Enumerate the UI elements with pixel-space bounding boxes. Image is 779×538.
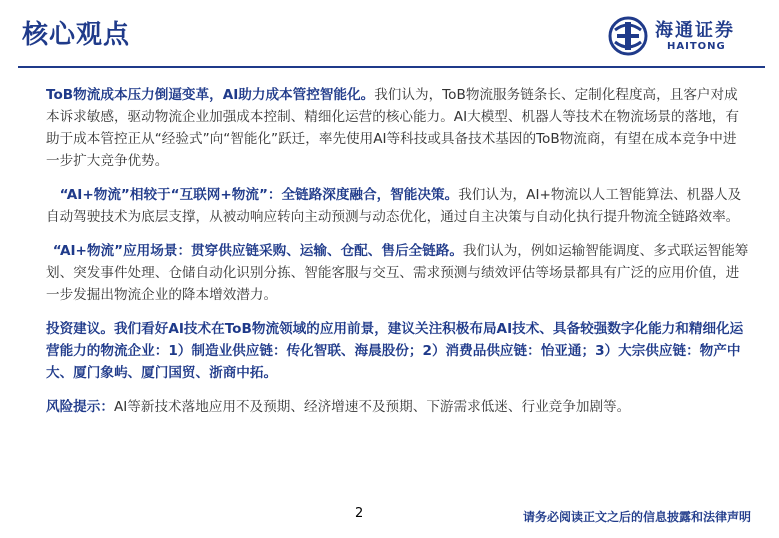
paragraph-investment-advice	[46, 318, 750, 384]
legal-disclaimer: 请务必阅读正文之后的信息披露和法律声明	[522, 510, 751, 524]
logo-english-name: HAITONG	[667, 41, 726, 52]
paragraph-text: 我们认为，AI+物流以人工智能算法、机器人及自动驾驶技术为底层支撑，从被动响应转向主动预测与动态优化，通过自主决策与自动化执行提升物流全链路效率。	[46, 187, 742, 225]
header-divider	[18, 66, 765, 68]
paragraph-heading: 投资建议。我们看好AI技术在ToB物流领域的应用前景，建议关注积极布局AI技术、具备较强数字化能力和精细化运营能力的物流企业：1）制造业供应链：传化智联、海晨股份；2）消费品供应链：怡亚通；3）大宗供应链：物产中大、厦门象屿、厦门国贸、浙商中拓。	[46, 321, 744, 381]
paragraph-heading: 风险提示：	[46, 399, 114, 415]
paragraph-application-scenarios	[46, 240, 750, 306]
page-number: 2	[355, 506, 364, 521]
core-views-body	[46, 84, 750, 430]
paragraph-ai-vs-internet	[46, 184, 750, 228]
paragraph-cost-pressure	[46, 84, 750, 172]
page-title: 核心观点	[22, 20, 131, 50]
paragraph-heading: “AI+物流”相较于“互联网+物流”：全链路深度融合，智能决策。	[59, 187, 459, 203]
paragraph-text: 我们认为，例如运输智能调度、多式联运智能筹划、突发事件处理、仓储自动化识别分拣、智能客服与交互、需求预测与绩效评估等场景都具有广泛的应用价值，进一步发掘出物流企业的降本增效潜力。	[46, 243, 749, 303]
paragraph-risk-warning	[46, 396, 750, 418]
paragraph-text: AI等新技术落地应用不及预期、经济增速不及预期、下游需求低迷、行业竞争加剧等。	[113, 399, 631, 415]
haitong-logo-icon	[607, 16, 649, 56]
paragraph-heading: ToB物流成本压力倒逼变革，AI助力成本管控智能化。	[46, 87, 375, 103]
paragraph-heading: “AI+物流”应用场景：贯穿供应链采购、运输、仓配、售后全链路。	[52, 243, 463, 259]
paragraph-text: 我们认为，ToB物流服务链条长、定制化程度高，且客户对成本诉求敏感，驱动物流企业加强成本控制、精细化运营的核心能力。AI大模型、机器人等技术在物流场景的落地，有助于成本管控正从“经验式”向“智能化”跃迁，率先使用AI等科技或具备技术基因的ToB物流商，有望在成本竞争中进一步扩大竞争优势。	[46, 87, 739, 169]
company-logo	[607, 14, 759, 58]
logo-chinese-name: 海通证券	[655, 20, 735, 41]
